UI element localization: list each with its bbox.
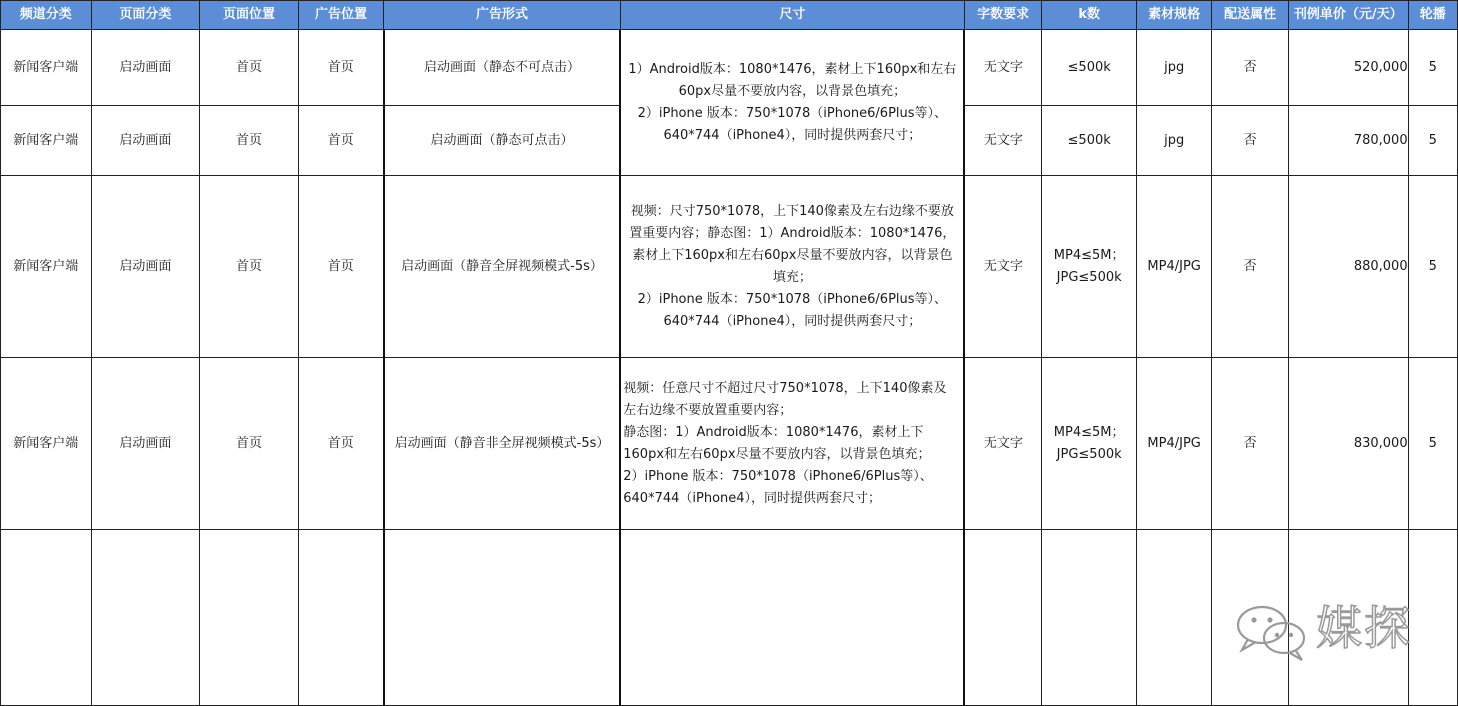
header-ad-position: 广告位置 [298,1,384,30]
table-row [1,176,1458,358]
header-page-position: 页面位置 [200,1,299,30]
cell-material: jpg [1136,30,1211,106]
cell-price: 780,000 [1288,106,1408,176]
size-line: 640*744（iPhone4），同时提供两套尺寸； [663,313,922,329]
cell-price: 880,000 [1288,176,1408,358]
cell-page-position: 首页 [200,30,299,106]
cell-price: 520,000 [1288,30,1408,106]
size-line: 2）iPhone 版本：750*1078（iPhone6/6Plus等）、 [623,468,933,484]
empty-row [1,530,1458,706]
cell-k-size: ≤500k [1042,106,1137,176]
header-row [1,1,1458,30]
empty-cell [298,530,384,706]
cell-page-type: 启动画面 [91,106,200,176]
size-line: 2）iPhone 版本：750*1078（iPhone6/6Plus等）、 [637,105,948,121]
size-line: 640*744（iPhone4），同时提供两套尺寸； [623,490,882,506]
cell-delivery: 否 [1212,176,1288,358]
empty-cell [1288,530,1408,706]
k-size-line: MP4≤5M； [1053,424,1125,440]
cell-ad-format: 启动画面（静音非全屏视频模式-5s） [384,358,620,530]
cell-channel: 新闻客户端 [1,106,92,176]
cell-word-req: 无文字 [964,30,1041,106]
empty-cell [1,530,92,706]
cell-word-req: 无文字 [964,176,1041,358]
header-rotation: 轮播 [1408,1,1457,30]
cell-channel: 新闻客户端 [1,30,92,106]
cell-channel: 新闻客户端 [1,176,92,358]
size-line: 填充； [772,269,812,285]
cell-ad-position: 首页 [298,30,384,106]
cell-material: MP4/JPG [1136,176,1211,358]
cell-k-size: ≤500k [1042,30,1137,106]
size-line: 160px和左右60px尽量不要放内容，以背景色填充； [623,446,931,462]
cell-material: MP4/JPG [1136,358,1211,530]
cell-channel: 新闻客户端 [1,358,92,530]
cell-material: jpg [1136,106,1211,176]
k-size-line: JPG≤500k [1056,446,1122,462]
empty-cell [384,530,620,706]
cell-k-size [1042,176,1137,358]
cell-rotation: 5 [1408,106,1457,176]
cell-ad-position: 首页 [298,358,384,530]
size-line: 1）Android版本：1080*1476，素材上下160px和左右 [628,61,957,77]
table-row [1,30,1458,106]
size-line: 静态图：1）Android版本：1080*1476，素材上下 [623,424,924,440]
size-line: 60px尽量不要放内容，以背景色填充； [678,83,907,99]
empty-cell [1136,530,1211,706]
cell-delivery: 否 [1212,106,1288,176]
k-size-line: MP4≤5M； [1053,247,1125,263]
cell-page-position: 首页 [200,106,299,176]
size-line: 置重要内容；静态图：1）Android版本：1080*1476， [629,225,956,241]
cell-ad-format: 启动画面（静态不可点击） [384,30,620,106]
cell-k-size [1042,358,1137,530]
cell-ad-format: 启动画面（静态可点击） [384,106,620,176]
cell-size-fullscreen-video [620,176,964,358]
size-line: 640*744（iPhone4），同时提供两套尺寸； [663,127,922,143]
cell-size-static [620,30,964,176]
empty-cell [620,530,964,706]
header-delivery: 配送属性 [1212,1,1288,30]
header-page-type: 页面分类 [91,1,200,30]
cell-page-type: 启动画面 [91,358,200,530]
cell-size-nonfullscreen-video [620,358,964,530]
header-k-size: k数 [1042,1,1137,30]
empty-cell [1212,530,1288,706]
size-line: 2）iPhone 版本：750*1078（iPhone6/6Plus等）、 [637,291,948,307]
header-ad-format: 广告形式 [384,1,620,30]
header-size: 尺寸 [620,1,964,30]
cell-rotation: 5 [1408,358,1457,530]
empty-cell [1042,530,1137,706]
cell-delivery: 否 [1212,358,1288,530]
cell-page-position: 首页 [200,358,299,530]
cell-ad-position: 首页 [298,176,384,358]
watermark-text: 媒探 [1316,601,1412,655]
header-price: 刊例单价（元/天） [1288,1,1408,30]
header-channel: 频道分类 [1,1,92,30]
header-material: 素材规格 [1136,1,1211,30]
cell-word-req: 无文字 [964,106,1041,176]
cell-rotation: 5 [1408,176,1457,358]
empty-cell [1408,530,1457,706]
k-size-line: JPG≤500k [1056,269,1122,285]
size-line: 左右边缘不要放置重要内容； [623,402,793,418]
cell-page-type: 启动画面 [91,176,200,358]
cell-page-position: 首页 [200,176,299,358]
cell-page-type: 启动画面 [91,30,200,106]
cell-word-req: 无文字 [964,358,1041,530]
cell-ad-position: 首页 [298,106,384,176]
empty-cell [964,530,1041,706]
header-word-req: 字数要求 [964,1,1041,30]
size-line: 视频：尺寸750*1078，上下140像素及左右边缘不要放 [630,203,954,219]
cell-delivery: 否 [1212,30,1288,106]
size-line: 视频：任意尺寸不超过尺寸750*1078，上下140像素及 [623,380,947,396]
size-line: 素材上下160px和左右60px尽量不要放内容，以背景色 [632,247,953,263]
cell-price: 830,000 [1288,358,1408,530]
empty-cell [200,530,299,706]
empty-cell [91,530,200,706]
table-row [1,358,1458,530]
cell-ad-format: 启动画面（静音全屏视频模式-5s） [384,176,620,358]
cell-rotation: 5 [1408,30,1457,106]
